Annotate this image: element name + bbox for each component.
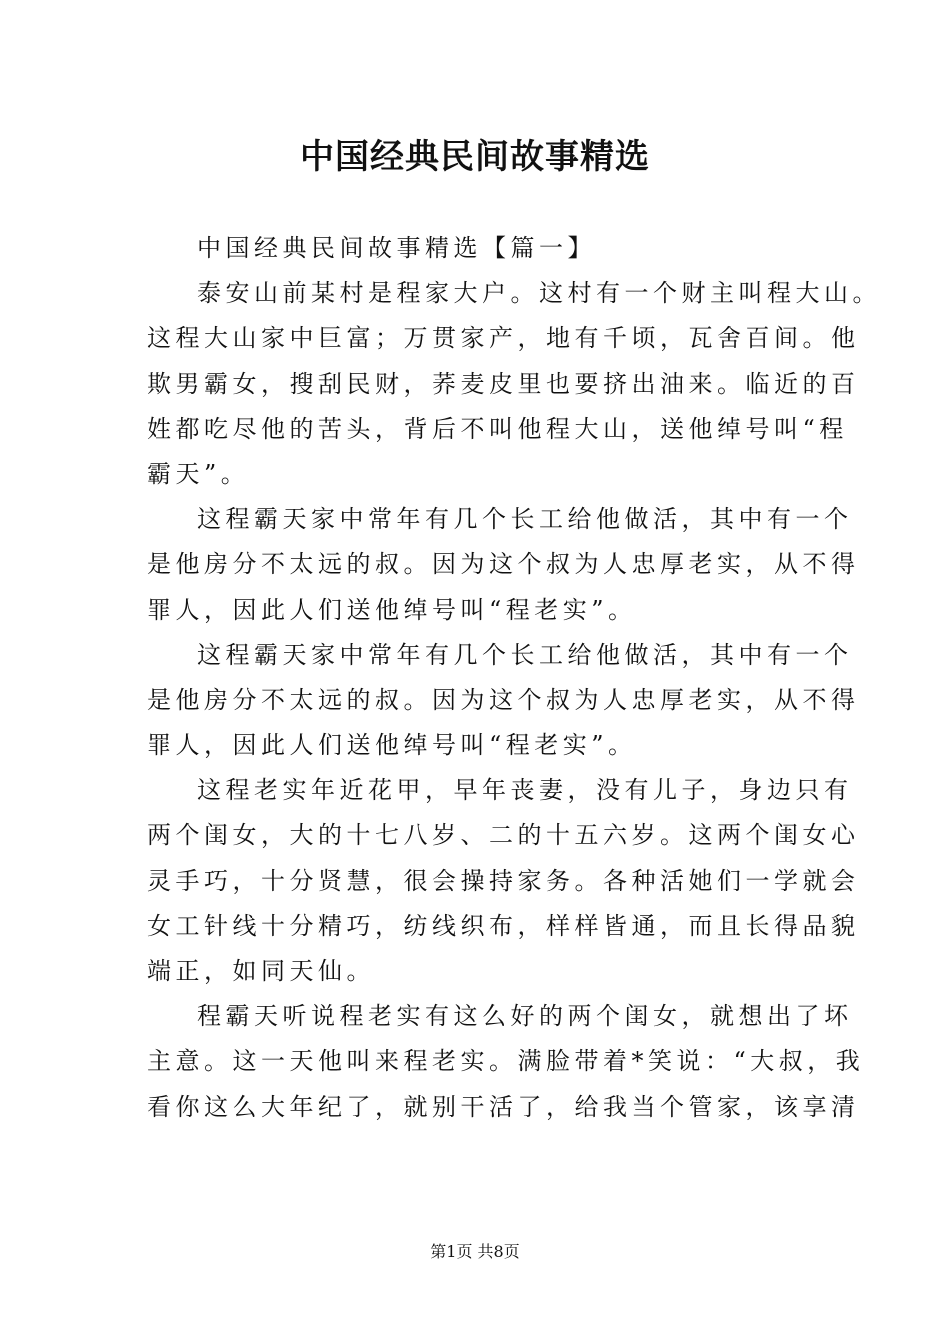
text-line: 这程大山家中巨富；万贯家产，地有千顷，瓦舍百间。他 xyxy=(147,324,860,353)
text-line: 灵手巧，十分贤慧，很会操持家务。各种活她们一学就会 xyxy=(147,866,860,895)
text-line: 这程霸天家中常年有几个长工给他做活，其中有一个 xyxy=(197,640,853,669)
text-line: 泰安山前某村是程家大户。这村有一个财主叫程大山。 xyxy=(197,279,881,308)
document-title: 中国经典民间故事精选 xyxy=(300,137,650,177)
text-line: 端正，如同天仙。 xyxy=(147,957,375,985)
text-line: 罪人，因此人们送他绰号叫“程老实”。 xyxy=(147,595,637,624)
document-body xyxy=(147,226,881,1130)
text-line: 看你这么大年纪了，就别干活了，给我当个管家，该享清 xyxy=(147,1092,860,1121)
text-line: 两个闺女，大的十七八岁、二的十五六岁。这两个闺女心 xyxy=(147,821,860,850)
page-footer: 第1页 共8页 xyxy=(430,1242,520,1261)
text-line: 是他房分不太远的叔。因为这个叔为人忠厚老实，从不得 xyxy=(147,685,860,714)
text-line: 中国经典民间故事精选【篇一】 xyxy=(197,234,596,262)
text-line: 是他房分不太远的叔。因为这个叔为人忠厚老实，从不得 xyxy=(147,550,860,579)
text-line: 主意。这一天他叫来程老实。满脸带着*笑说：“大叔，我 xyxy=(147,1047,865,1076)
text-line: 这程老实年近花甲，早年丧妻，没有儿子，身边只有 xyxy=(197,776,853,805)
text-line: 霸天”。 xyxy=(147,459,250,488)
text-line: 女工针线十分精巧，纺线织布，样样皆通，而且长得品貌 xyxy=(147,911,860,940)
text-line: 程霸天听说程老实有这么好的两个闺女，就想出了坏 xyxy=(197,1002,853,1031)
text-line: 欺男霸女，搜刮民财，荞麦皮里也要挤出油来。临近的百 xyxy=(147,369,860,398)
text-line: 姓都吃尽他的苦头，背后不叫他程大山，送他绰号叫“程 xyxy=(147,414,848,443)
text-line: 这程霸天家中常年有几个长工给他做活，其中有一个 xyxy=(197,505,853,534)
text-line: 罪人，因此人们送他绰号叫“程老实”。 xyxy=(147,731,637,760)
